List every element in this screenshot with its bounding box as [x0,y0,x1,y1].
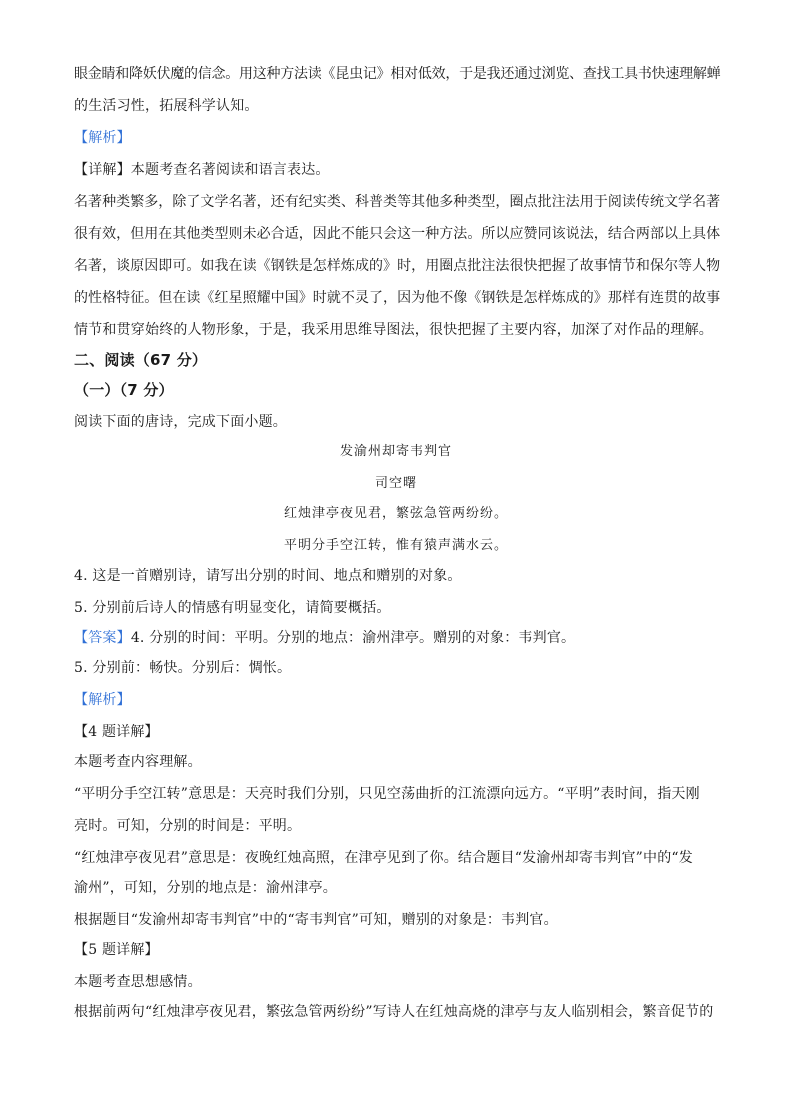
answer-line [74,628,575,648]
paragraph-line: 的生活习性，拓展科学认知。 [74,98,259,114]
question-5: 5. 分别前后诗人的情感有明显变化，请简要概括。 [74,600,391,616]
question-4: 4. 这是一首赠别诗，请写出分别的时间、地点和赠别的对象。 [74,568,462,584]
paragraph-line: 根据题目“发渝州却寄韦判官”中的“寄韦判官”可知，赠别的对象是：韦判官。 [74,912,558,928]
paragraph-line: 很有效，但用在其他类型则未必合适，因此不能只会这一种方法。所以应赞同该说法，结合两部以上具体 [74,226,721,242]
paragraph-line: 本题考查思想感情。 [74,974,202,990]
poem-line: 红烛津亭夜见君，繁弦急管两纷纷。 [283,506,508,521]
paragraph-line: 名著种类繁多，除了文学名著，还有纪实类、科普类等其他多种类型，圈点批注法用于阅读传统文学名著 [74,194,721,210]
paragraph-line: 的性格特征。但在读《红星照耀中国》时就不灵了，因为他不像《钢铁是怎样炼成的》那样有连贯的故事 [74,290,721,306]
paragraph-line: 情节和贯穿始终的人物形象，于是，我采用思维导图法，很快把握了主要内容，加深了对作品的理解。 [74,322,713,338]
paragraph-line: 渝州”，可知，分别的地点是：渝州津亭。 [74,880,337,896]
detail-heading: 【4 题详解】 [74,724,159,740]
part-heading: （一）（7 分） [74,381,174,399]
poem-line: 平明分手空江转，惟有猿声满水云。 [283,538,508,553]
paragraph-line: 本题考查内容理解。 [74,754,202,770]
paragraph-line: “红烛津亭夜见君”意思是：夜晚红烛高照，在津亭见到了你。结合题目“发渝州却寄韦判官”中的“发 [74,850,693,866]
paragraph-line: 眼金睛和降妖伏魔的信念。用这种方法读《昆虫记》相对低效，于是我还通过浏览、查找工具书快速理解蝉 [74,66,721,82]
poem-title: 发渝州却寄韦判官 [339,444,452,459]
answer-line: 5. 分别前：畅快。分别后：惆怅。 [74,660,292,676]
paragraph-line: 根据前两句“红烛津亭夜见君，繁弦急管两纷纷”写诗人在红烛高烧的津亭与友人临别相会，繁音促节的 [74,1004,714,1020]
paragraph-line: “平明分手空江转”意思是：天亮时我们分别，只见空荡曲折的江流漂向远方。“平明”表时间，指天刚 [74,786,700,802]
instruction-text: 阅读下面的唐诗，完成下面小题。 [74,414,287,430]
paragraph-line: 亮时。可知，分别的时间是：平明。 [74,818,302,834]
poem-author: 司空曙 [374,476,417,491]
answer-label: 【答案】 [74,630,131,646]
answer-text: 4. 分别的时间：平明。分别的地点：渝州津亭。赠别的对象：韦判官。 [130,630,576,646]
analysis-label: 【解析】 [74,692,131,708]
analysis-label: 【解析】 [74,130,131,146]
detail-heading: 【详解】本题考查名著阅读和语言表达。 [74,162,330,178]
section-heading: 二、阅读（67 分） [74,351,208,369]
paragraph-line: 名著，谈原因即可。如我在读《钢铁是怎样炼成的》时，用圈点批注法很快把握了故事情节和保尔等人物 [74,258,721,274]
detail-heading: 【5 题详解】 [74,942,159,958]
